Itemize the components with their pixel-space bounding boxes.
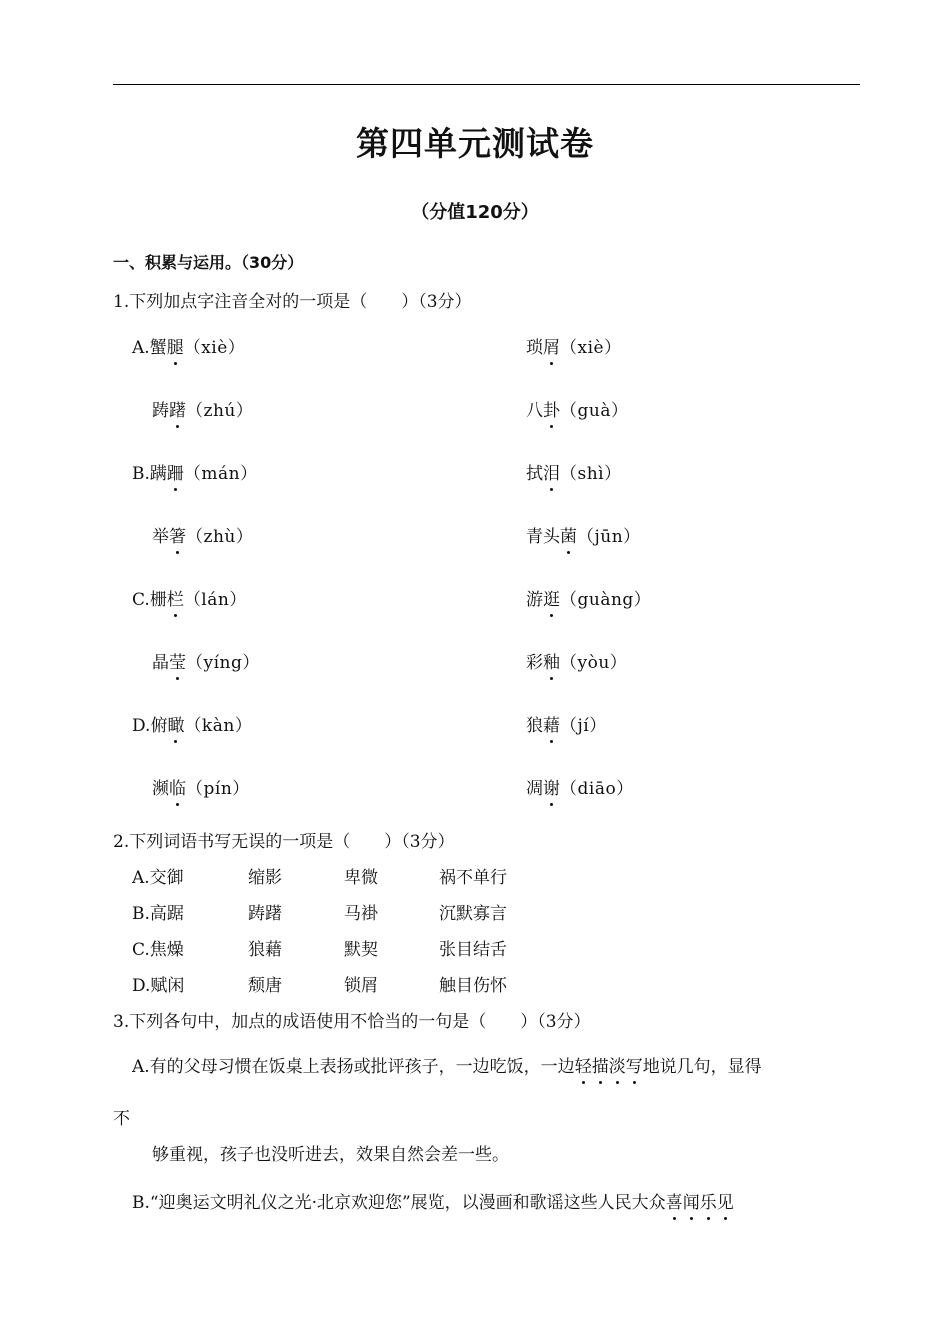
- pinyin: （yíng）: [186, 653, 260, 673]
- dotted-char: 闻: [683, 1188, 700, 1213]
- header-rule: [113, 84, 860, 85]
- question-2-option: B.高踞: [132, 904, 184, 924]
- question-2-word: 默契: [344, 940, 378, 960]
- question-1-option-left: [132, 459, 258, 484]
- question-2-word: 张目结舌: [439, 940, 507, 960]
- word-part: 踌: [152, 401, 169, 421]
- question-1-stem: 1.下列加点字注音全对的一项是（ ）（3分）: [113, 292, 472, 312]
- dotted-char: 谢: [543, 774, 560, 799]
- word-part: 蹒: [149, 464, 167, 484]
- question-2-word: 踌躇: [248, 904, 282, 924]
- page-title: 第四单元测试卷: [356, 124, 594, 163]
- pinyin: （guàng）: [560, 590, 652, 610]
- option-letter: A.: [132, 338, 150, 358]
- pinyin: （xiè）: [560, 338, 622, 358]
- question-2-word: 缩影: [248, 868, 282, 888]
- pinyin: （shì）: [560, 464, 622, 484]
- question-1-option-right: [526, 459, 622, 484]
- question-1-option-right: [526, 648, 627, 673]
- dotted-char: 跚: [167, 459, 184, 484]
- question-1-option-right: [526, 522, 641, 547]
- option-b-text-before: B.“迎奥运文明礼仪之光·北京欢迎您”展览，以漫画和歌谣这些人民大众: [132, 1193, 666, 1213]
- page-subtitle: （分值120分）: [411, 202, 539, 223]
- dotted-char: 釉: [543, 648, 560, 673]
- dotted-char: 腿: [167, 333, 184, 358]
- question-1-option-left: [132, 585, 247, 610]
- word-part: 凋: [526, 779, 543, 799]
- dotted-char: 瞰: [167, 711, 184, 736]
- pinyin: （jūn）: [577, 527, 641, 547]
- dotted-char: 淡: [609, 1052, 626, 1077]
- word-part: 栅: [149, 590, 167, 610]
- dotted-char: 轻: [575, 1052, 592, 1077]
- dotted-char: 临: [169, 774, 186, 799]
- pinyin: （pín）: [186, 779, 250, 799]
- question-2-word: 马褂: [344, 904, 378, 924]
- option-letter: C.: [132, 590, 150, 610]
- dotted-char: 描: [592, 1052, 609, 1077]
- pinyin: （lán）: [183, 590, 247, 610]
- word-part: 琐: [526, 338, 543, 358]
- dotted-char: 栏: [167, 585, 184, 610]
- word-part: 举: [152, 527, 169, 547]
- dotted-char: 写: [626, 1052, 643, 1077]
- pinyin: （mán）: [183, 464, 258, 484]
- dotted-char: 莹: [169, 648, 186, 673]
- word-part: 蟹: [149, 338, 167, 358]
- option-a-text-before: A.有的父母习惯在饭桌上表扬或批评孩子，一边吃饭，一边: [132, 1057, 575, 1077]
- question-1-option-left: [152, 774, 250, 799]
- option-letter: D.: [132, 716, 151, 736]
- dotted-char: 乐: [700, 1188, 717, 1213]
- pinyin: （zhù）: [186, 527, 254, 547]
- pinyin: （yòu）: [560, 653, 628, 673]
- question-1-option-right: [526, 585, 651, 610]
- question-1-option-left: [132, 711, 252, 736]
- question-1-option-left: [152, 648, 260, 673]
- question-3-option-a-line2: 够重视，孩子也没听进去，效果自然会差一些。: [152, 1145, 509, 1165]
- section-heading: 一、积累与运用。（30分）: [113, 253, 304, 272]
- dotted-char: 箸: [169, 522, 186, 547]
- dotted-char: 逛: [543, 585, 560, 610]
- word-part: 游: [526, 590, 543, 610]
- question-1-option-right: [526, 396, 628, 421]
- question-1-option-left: [152, 522, 253, 547]
- word-part: 彩: [526, 653, 543, 673]
- question-2-option: C.焦燥: [132, 940, 184, 960]
- pinyin: （guà）: [560, 401, 629, 421]
- question-1-option-left: [132, 333, 245, 358]
- option-a-text-after: 地说几句，显得: [642, 1057, 762, 1077]
- dotted-char: 躇: [169, 396, 186, 421]
- word-part: 八: [526, 401, 543, 421]
- question-2-option: D.赋闲: [132, 976, 185, 996]
- question-3-option-a-line1: [132, 1052, 762, 1077]
- question-2-stem: 2.下列词语书写无误的一项是（ ）（3分）: [113, 832, 455, 852]
- question-2-word: 颓唐: [248, 976, 282, 996]
- pinyin: （kàn）: [184, 716, 253, 736]
- question-2-option: A.交御: [132, 868, 184, 888]
- word-part: 青头: [526, 527, 560, 547]
- question-1-option-right: [526, 711, 607, 736]
- dotted-char: 见: [717, 1188, 734, 1213]
- word-part: 晶: [152, 653, 169, 673]
- dotted-char: 屑: [543, 333, 560, 358]
- question-2-word: 锁屑: [344, 976, 378, 996]
- pinyin: （xiè）: [183, 338, 246, 358]
- question-2-word: 沉默寡言: [439, 904, 507, 924]
- question-2-word: 触目伤怀: [439, 976, 507, 996]
- word-part: 狼: [526, 716, 543, 736]
- dotted-char: 泪: [543, 459, 560, 484]
- dotted-char: 藉: [543, 711, 560, 736]
- question-3-option-b-line1: [132, 1188, 734, 1213]
- question-2-word: 祸不单行: [439, 868, 507, 888]
- dotted-char: 卦: [543, 396, 560, 421]
- pinyin: （jí）: [560, 716, 607, 736]
- question-1-option-right: [526, 774, 634, 799]
- question-1-option-right: [526, 333, 622, 358]
- question-2-word: 狼藉: [248, 940, 282, 960]
- word-part: 俯: [150, 716, 168, 736]
- pinyin: （zhú）: [186, 401, 254, 421]
- word-part: 拭: [526, 464, 543, 484]
- word-part: 濒: [152, 779, 169, 799]
- dotted-char: 菌: [560, 522, 577, 547]
- dotted-char: 喜: [666, 1188, 683, 1213]
- question-1-option-left: [152, 396, 253, 421]
- option-letter: B.: [132, 464, 150, 484]
- question-2-word: 卑微: [344, 868, 378, 888]
- pinyin: （diāo）: [560, 779, 634, 799]
- question-3-option-a-wrap: 不: [113, 1109, 130, 1129]
- question-3-stem: 3.下列各句中，加点的成语使用不恰当的一句是（ ）（3分）: [113, 1012, 591, 1032]
